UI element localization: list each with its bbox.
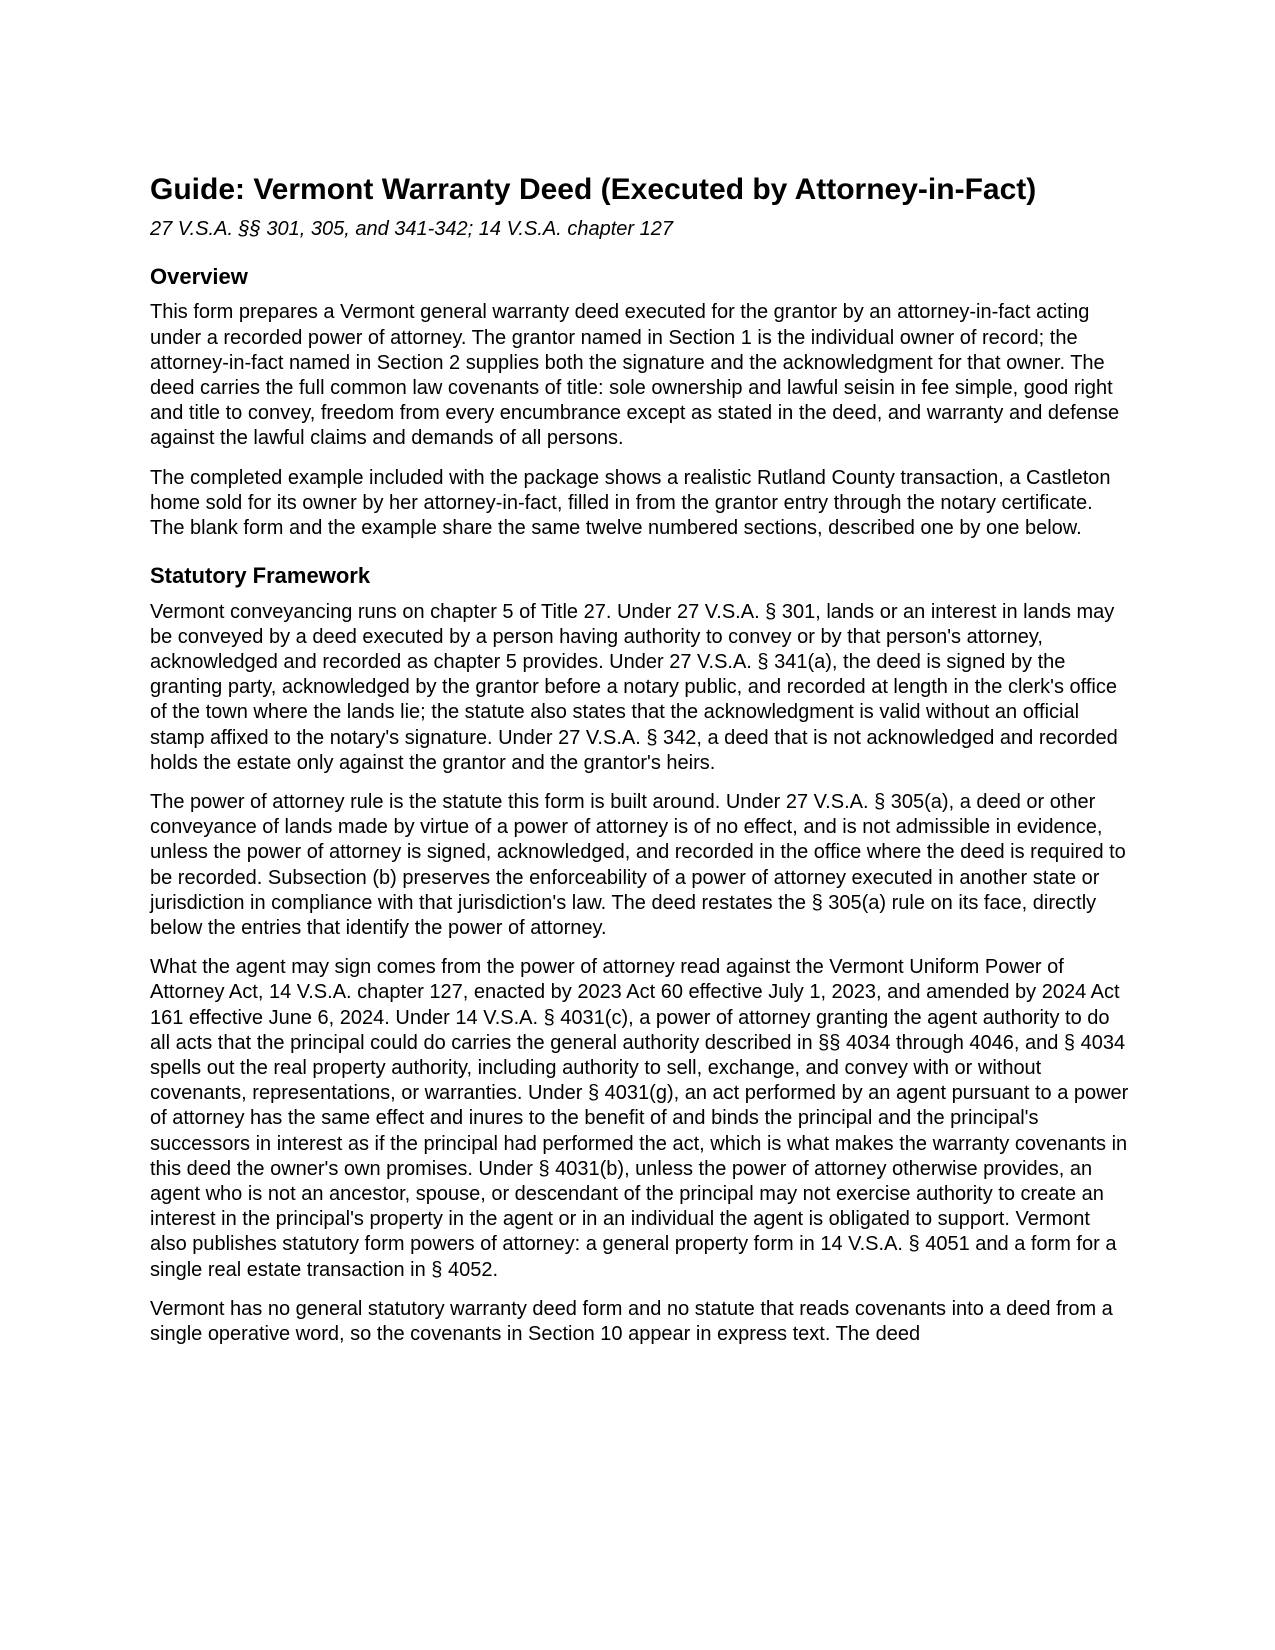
paragraph: This form prepares a Vermont general warranty deed executed for the grantor by an attorney-in-fact acting under a recorded power of attorney. The grantor named in Section 1 is the individual owner of record; the attorney-in-fact named in Section 2 supplies both the signature and the acknowledgment for that owner. The deed carries the full common law covenants of title: sole ownership and lawful seisin in fee simple, good right and title to convey, freedom from every encumbrance except as stated in the deed, and warranty and defense against the lawful claims and demands of all persons. <box>150 301 1120 450</box>
section-heading-overview: Overview <box>150 264 248 289</box>
paragraph: Vermont has no general statutory warranty deed form and no statute that reads covenants into a deed from a single operative word, so the covenants in Section 10 appear in express text. The deed <box>150 1297 1113 1346</box>
statutory-citation: 27 V.S.A. §§ 301, 305, and 341-342; 14 V.S.A. chapter 127 <box>150 218 673 240</box>
section-heading-statutory-framework: Statutory Framework <box>150 563 371 589</box>
document-page <box>150 172 1130 1361</box>
document-title: Guide: Vermont Warranty Deed (Executed by Attorney-in-Fact) <box>150 173 1037 206</box>
paragraph: The power of attorney rule is the statute this form is built around. Under 27 V.S.A. § 305(a), a deed or other conveyance of lands made by virtue of a power of attorney is of no effect, and is not admissible in evidence, unless the power of attorney is signed, acknowledged, and recorded in the office where the deed is required to be recorded. Subsection (b) preserves the enforceability of a power of attorney executed in another state or jurisdiction in compliance with that jurisdiction's law. The deed restates the § 305(a) rule on its face, directly below the entries that identify the power of attorney. <box>150 791 1126 940</box>
paragraph: What the agent may sign comes from the power of attorney read against the Vermont Uniform Power of Attorney Act, 14 V.S.A. chapter 127, enacted by 2023 Act 60 effective July 1, 2023, and amended by 2024 Act 161 effective June 6, 2024. Under 14 V.S.A. § 4031(c), a power of attorney granting the agent authority to do all acts that the principal could do carries the general authority described in §§ 4034 through 4046, and § 4034 spells out the real property authority, including authority to sell, exchange, and convey with or without covenants, representations, or warranties. Under § 4031(g), an act performed by an agent pursuant to a power of attorney has the same effect and inures to the benefit of and binds the principal and the principal's successors in interest as if the principal had performed the act, which is what makes the warranty covenants in this deed the owner's own promises. Under § 4031(b), unless the power of attorney otherwise provides, an agent who is not an ancestor, spouse, or descendant of the principal may not exercise authority to create an interest in the principal's property in the agent or in an individual the agent is obligated to support. Vermont also publishes statutory form powers of attorney: a general property form in 14 V.S.A. § 4051 and a form for a single real estate transaction in § 4052. <box>150 956 1129 1281</box>
paragraph: Vermont conveyancing runs on chapter 5 of Title 27. Under 27 V.S.A. § 301, lands or an interest in lands may be conveyed by a deed executed by a person having authority to convey or by that person's attorney, acknowledged and recorded as chapter 5 provides. Under 27 V.S.A. § 341(a), the deed is signed by the granting party, acknowledged by the grantor before a notary public, and recorded at length in the clerk's office of the town where the lands lie; the statute also states that the acknowledgment is valid without an official stamp affixed to the notary's signature. Under 27 V.S.A. § 342, a deed that is not acknowledged and recorded holds the estate only against the grantor and the grantor's heirs. <box>150 600 1118 774</box>
paragraph: The completed example included with the package shows a realistic Rutland County transaction, a Castleton home sold for its owner by her attorney-in-fact, filled in from the grantor entry through the notary certificate. The blank form and the example share the same twelve numbered sections, described one by one below. <box>150 466 1111 540</box>
